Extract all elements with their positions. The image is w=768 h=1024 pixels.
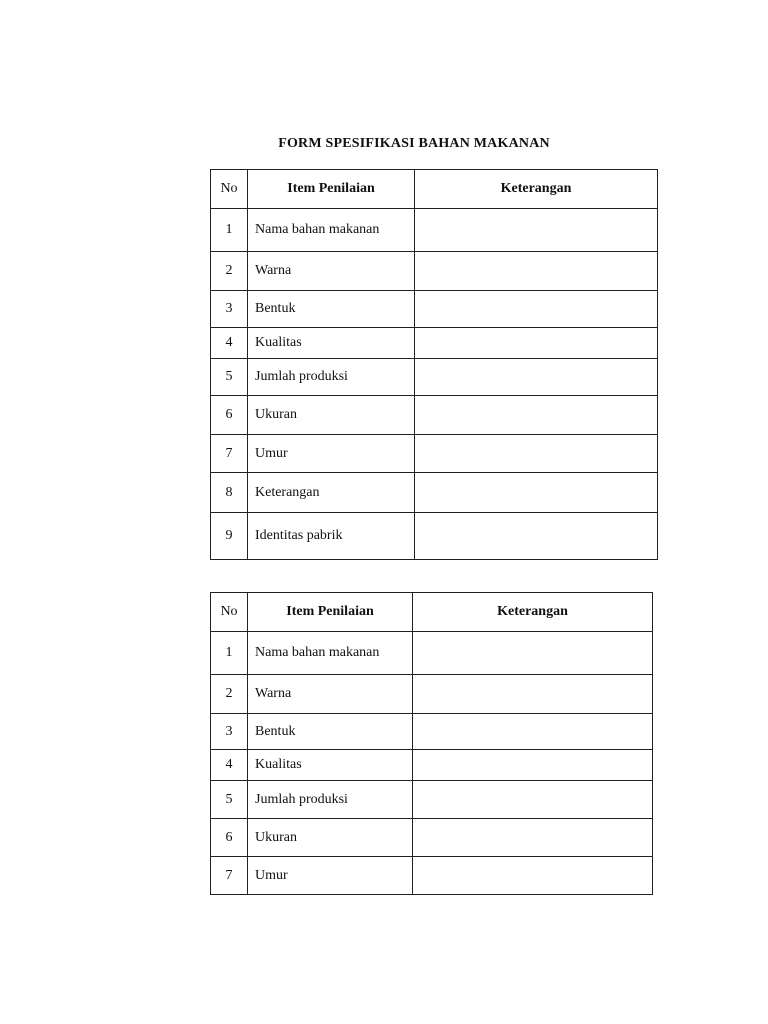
form-title: FORM SPESIFIKASI BAHAN MAKANAN [278, 136, 550, 151]
row-keterangan-cell[interactable] [413, 781, 653, 819]
row-keterangan-cell[interactable] [413, 714, 653, 750]
row-keterangan-cell[interactable] [415, 435, 658, 473]
table-row [211, 513, 658, 560]
row-item: Nama bahan makanan [248, 209, 415, 252]
row-keterangan-cell[interactable] [413, 675, 653, 714]
row-keterangan-cell[interactable] [415, 209, 658, 252]
row-item: Warna [248, 252, 415, 291]
row-item: Keterangan [248, 473, 415, 513]
row-keterangan-cell[interactable] [415, 252, 658, 291]
row-keterangan-cell[interactable] [413, 750, 653, 781]
row-number: 7 [211, 435, 248, 473]
row-item: Jumlah produksi [248, 781, 413, 819]
row-number: 3 [211, 714, 248, 750]
row-number: 4 [211, 328, 248, 359]
row-keterangan-cell[interactable] [415, 473, 658, 513]
table-row [211, 252, 658, 291]
table-header-row [211, 170, 658, 209]
row-number: 3 [211, 291, 248, 328]
table-row [211, 857, 653, 895]
row-item: Warna [248, 675, 413, 714]
header-keterangan: Keterangan [415, 170, 658, 209]
row-item: Kualitas [248, 328, 415, 359]
row-number: 5 [211, 359, 248, 396]
table-row [211, 328, 658, 359]
table-row [211, 675, 653, 714]
row-item: Ukuran [248, 819, 413, 857]
row-keterangan-cell[interactable] [413, 819, 653, 857]
row-number: 9 [211, 513, 248, 560]
row-keterangan-cell[interactable] [415, 328, 658, 359]
row-item: Bentuk [248, 714, 413, 750]
row-item: Jumlah produksi [248, 359, 415, 396]
row-keterangan-cell[interactable] [413, 632, 653, 675]
row-keterangan-cell[interactable] [415, 291, 658, 328]
spec-table-1 [210, 169, 658, 560]
row-number: 1 [211, 209, 248, 252]
table-row [211, 209, 658, 252]
table-row [211, 819, 653, 857]
row-item: Identitas pabrik [248, 513, 415, 560]
header-no: No [211, 593, 248, 632]
row-item: Umur [248, 435, 415, 473]
header-keterangan: Keterangan [413, 593, 653, 632]
table-row [211, 714, 653, 750]
row-item: Ukuran [248, 396, 415, 435]
row-keterangan-cell[interactable] [413, 857, 653, 895]
table-row [211, 396, 658, 435]
row-number: 8 [211, 473, 248, 513]
table-row [211, 781, 653, 819]
row-keterangan-cell[interactable] [415, 396, 658, 435]
table-row [211, 291, 658, 328]
row-number: 5 [211, 781, 248, 819]
row-item: Umur [248, 857, 413, 895]
row-number: 4 [211, 750, 248, 781]
table-row [211, 750, 653, 781]
header-item: Item Penilaian [248, 170, 415, 209]
row-number: 6 [211, 819, 248, 857]
row-keterangan-cell[interactable] [415, 359, 658, 396]
table-row [211, 473, 658, 513]
row-number: 2 [211, 252, 248, 291]
spec-table-2 [210, 592, 653, 895]
row-keterangan-cell[interactable] [415, 513, 658, 560]
row-number: 6 [211, 396, 248, 435]
row-number: 7 [211, 857, 248, 895]
row-item: Bentuk [248, 291, 415, 328]
table-row [211, 632, 653, 675]
table-row [211, 359, 658, 396]
row-item: Kualitas [248, 750, 413, 781]
table-row [211, 435, 658, 473]
table-header-row [211, 593, 653, 632]
header-no: No [211, 170, 248, 209]
row-number: 1 [211, 632, 248, 675]
header-item: Item Penilaian [248, 593, 413, 632]
row-number: 2 [211, 675, 248, 714]
row-item: Nama bahan makanan [248, 632, 413, 675]
